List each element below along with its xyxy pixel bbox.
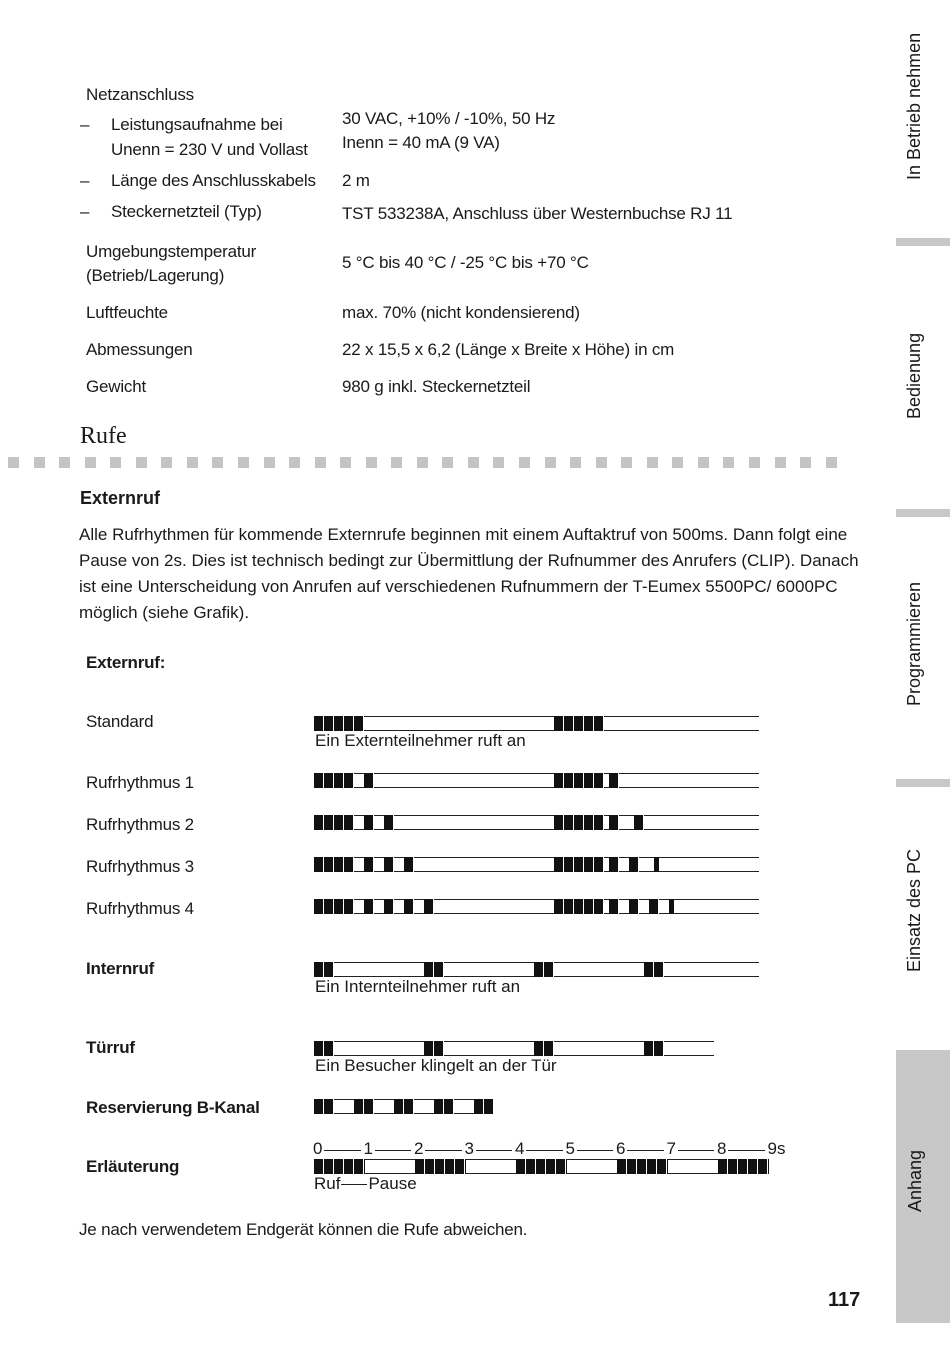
ring-burst [424,899,434,914]
ring-pattern-rufrhythmus-1 [314,773,764,789]
ring-pattern-rufrhythmus-2 [314,815,764,831]
axis-tick-label: 5 [565,1139,575,1158]
row-label-tuerruf: Türruf [86,1038,135,1057]
axis-tick-label: 1 [363,1139,373,1158]
row-label-reservierung: Reservierung B-Kanal [86,1098,260,1117]
pattern-top-line [314,899,759,900]
divider-dot [723,457,734,468]
spec-heading: Netzanschluss [86,85,194,104]
side-tab-label: Programmieren [904,581,924,706]
axis-dash [324,1150,361,1151]
axis-dash [627,1150,664,1151]
ring-burst [314,899,354,914]
side-tab-divider [896,509,950,517]
side-tab-divider [896,238,950,246]
ring-burst [554,899,604,914]
axis-dash [577,1150,614,1151]
axis-dash [375,1150,412,1151]
spec-value: TST 533238A, Anschluss über Westernbuchse RJ 11 [342,204,733,223]
spec-label: Gewicht [86,377,147,396]
ring-burst [364,899,374,914]
ring-burst [404,857,414,872]
ring-burst [669,899,674,914]
pattern-top-line [314,716,759,717]
spec-label: Unenn = 230 V und Vollast [111,140,308,159]
ring-burst [534,1041,554,1056]
legend-caption [314,1174,417,1194]
spec-label: Steckernetzteil (Typ) [111,202,262,221]
ring-burst [649,899,659,914]
spec-label: Leistungsaufnahme bei [111,115,283,134]
divider-dot [775,457,786,468]
ring-burst [554,857,604,872]
ring-burst [314,1041,334,1056]
side-tab-anhang[interactable] [896,1050,950,1323]
ring-burst [654,857,659,872]
spec-value: Inenn = 40 mA (9 VA) [342,133,500,152]
side-tab-label: In Betrieb nehmen [904,32,924,180]
caption-tuerruf: Ein Besucher klingelt an der Tür [315,1056,557,1075]
axis-dash [476,1150,513,1151]
divider-dot [59,457,70,468]
divider-dot [545,457,556,468]
divider-dot [8,457,19,468]
axis-dash [425,1150,462,1151]
axis-dash [678,1150,715,1151]
divider-dot [187,457,198,468]
axis-tick-label: 4 [515,1139,525,1158]
ring-burst [314,962,334,977]
row-label-standard: Standard [86,712,154,731]
row-label-rufrhythmus-2: Rufrhythmus 2 [86,815,194,834]
pattern-bottom-line [314,787,759,788]
ring-burst [644,1041,664,1056]
pattern-top-line [314,773,759,774]
row-label-rufrhythmus-3: Rufrhythmus 3 [86,857,194,876]
pattern-top-line [314,857,759,858]
spec-dash: – [80,202,90,221]
legend-dash [341,1184,367,1185]
ring-burst [364,773,374,788]
divider-dot [417,457,428,468]
ring-pattern-standard [314,716,764,732]
side-tab-divider [896,779,950,787]
divider-dot [672,457,683,468]
divider-dot [315,457,326,468]
spec-value: 30 VAC, +10% / -10%, 50 Hz [342,109,556,128]
ring-burst [609,773,619,788]
ring-burst [314,815,354,830]
axis-tick-label: 9s [767,1139,786,1158]
ring-burst [314,1159,365,1174]
spec-value: 22 x 15,5 x 6,2 (Länge x Breite x Höhe) in cm [342,340,675,359]
ring-burst [364,815,374,830]
divider-dot [264,457,275,468]
ring-pattern-rufrhythmus-3 [314,857,764,873]
pattern-bottom-line [314,871,759,872]
ring-burst [718,1159,769,1174]
spec-value: max. 70% (nicht kondensierend) [342,303,580,322]
legend-pause: Pause [368,1174,417,1193]
ring-burst [609,815,619,830]
ring-burst [609,899,619,914]
ring-burst [617,1159,668,1174]
divider-dot [340,457,351,468]
legend-label: Erläuterung [86,1157,180,1176]
axis-tick-label: 3 [464,1139,474,1158]
ring-burst [424,962,444,977]
side-tab-label: Bedienung [904,332,924,419]
divider-dot [621,457,632,468]
divider-dot [366,457,377,468]
divider-dot [212,457,223,468]
side-tab-programmieren[interactable] [904,581,934,716]
ring-pattern-tuerruf [314,1041,764,1057]
divider-dot [161,457,172,468]
divider-dot [493,457,504,468]
divider-dot [698,457,709,468]
section-title: Rufe [80,423,127,449]
axis-tick-label: 2 [414,1139,424,1158]
ring-burst [394,1099,414,1114]
section-subtitle: Externruf [80,488,161,508]
side-tab-label: Anhang [905,1149,925,1212]
ring-burst [384,857,394,872]
spec-dash: – [80,115,90,134]
legend-ruf: Ruf [314,1174,341,1193]
ring-burst [415,1159,466,1174]
ring-burst [364,857,374,872]
ring-burst [629,857,639,872]
spec-label: Länge des Anschlusskabels [111,171,316,190]
ring-burst [474,1099,494,1114]
ring-burst [516,1159,567,1174]
ring-burst [384,815,394,830]
ring-burst [554,815,604,830]
row-label-rufrhythmus-1: Rufrhythmus 1 [86,773,194,792]
divider-dot [468,457,479,468]
footer-note: Je nach verwendetem Endgerät können die Rufe abweichen. [79,1220,528,1239]
spec-label: (Betrieb/Lagerung) [86,266,225,285]
divider-dot [647,457,658,468]
divider-dot [136,457,147,468]
ring-burst [354,1099,374,1114]
spec-label: Luftfeuchte [86,303,168,322]
divider-dot [596,457,607,468]
section-paragraph: Alle Rufrhythmen für kommende Externrufe beginnen mit einem Auftaktruf von 500ms. Dann folgt eine Pause von 2s. Dies ist technisch bedingt zur Übermittlung der Rufnummer des Anrufers (CLIP). Danach ist eine Unterscheidung von Anrufen auf verschiedenen Rufnummern der T-Eumex 5500PC/ 6000PC möglich (siehe Grafik). [79,525,859,622]
divider-dot [519,457,530,468]
side-tab-label: Einsatz des PC [904,848,924,972]
ring-burst [629,899,639,914]
divider-dot [800,457,811,468]
pattern-top-line [314,815,759,816]
divider-dot [238,457,249,468]
ring-burst [424,1041,444,1056]
divider-dot [34,457,45,468]
divider-dot [289,457,300,468]
axis-tick-label: 0 [313,1139,323,1158]
axis-tick-label: 8 [717,1139,727,1158]
side-tab-einsatz-des-pc[interactable] [904,848,934,982]
spec-dash: – [80,171,90,190]
ring-burst [434,1099,454,1114]
divider-dot [570,457,581,468]
spec-label: Abmessungen [86,340,193,359]
legend-pattern [314,1159,774,1175]
divider-dot [826,457,837,468]
row-label-internruf: Internruf [86,959,155,978]
divider-dot [749,457,760,468]
externruf-label: Externruf: [86,653,166,672]
axis-dash [728,1150,765,1151]
ring-pattern-reservierung [314,1099,764,1115]
spec-label: Umgebungstemperatur [86,242,257,261]
side-tab-bedienung[interactable] [904,332,934,429]
side-tab-in-betrieb-nehmen[interactable] [904,32,934,190]
dotted-divider [8,457,838,469]
ring-burst [314,857,354,872]
spec-value: 980 g inkl. Steckernetzteil [342,377,531,396]
axis-dash [526,1150,563,1151]
pattern-bottom-line [314,829,759,830]
caption-standard: Ein Externteilnehmer ruft an [315,731,526,750]
axis-tick-label: 6 [616,1139,626,1158]
spec-value: 5 °C bis 40 °C / -25 °C bis +70 °C [342,253,589,272]
caption-internruf: Ein Internteilnehmer ruft an [315,977,521,996]
ring-burst [644,962,664,977]
page-number: 117 [828,1289,861,1311]
divider-dot [110,457,121,468]
spec-value: 2 m [342,171,370,190]
ring-burst [314,1099,334,1114]
ring-burst [314,773,354,788]
axis-tick-label: 7 [666,1139,676,1158]
divider-dot [442,457,453,468]
ring-burst [404,899,414,914]
divider-dot [391,457,402,468]
ring-pattern-rufrhythmus-4 [314,899,764,915]
ring-burst [634,815,644,830]
ring-burst [384,899,394,914]
pattern-bottom-line [314,913,759,914]
row-label-rufrhythmus-4: Rufrhythmus 4 [86,899,194,918]
divider-dot [85,457,96,468]
ring-burst [314,716,364,731]
ring-burst [554,716,604,731]
ring-pattern-internruf [314,962,764,978]
ring-burst [554,773,604,788]
ring-burst [534,962,554,977]
ring-burst [609,857,619,872]
